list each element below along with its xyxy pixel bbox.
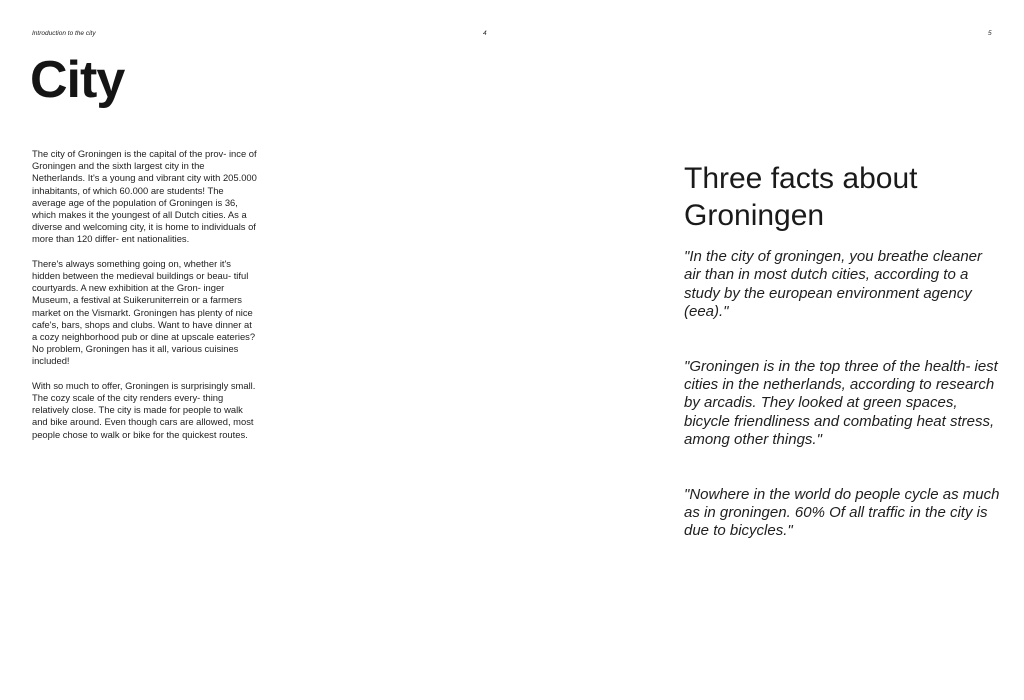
paragraph-activities: There's always something going on, whether it's hidden between the medieval buildings or beau- tiful courtyards. A new exhibition at the Gron- inger Museum, a festival at Suikeruniterrein or a farmers market on the Vismarkt. Groningen has plenty of nice cafe's, bars, shops and clubs. Want to have dinner at a cozy neighborhood pub or dine at upscale eateries? No problem, Groningen has it all, various cuisines included!: [32, 257, 256, 367]
paragraph-scale: With so much to offer, Groningen is surprisingly small. The cozy scale of the city renders every- thing relatively close. The city is made for people to walk and bike around. Even though cars are allowed, most people chose to walk or bike for the quickest routes.: [32, 379, 256, 440]
fact-quote-cycling: "Nowhere in the world do people cycle as much as in groningen. 60% Of all traffic in the city is due to bicycles.": [684, 485, 1000, 540]
fact-quote-air: "In the city of groningen, you breathe cleaner air than in most dutch cities, according to a study by the european environment agency (eea).": [684, 248, 983, 321]
page-title: City: [30, 51, 125, 109]
paragraph-intro: The city of Groningen is the capital of the prov- ince of Groningen and the sixth largest city in the Netherlands. It's a young and vibrant city with 205.000 inhabitants, of which 60.000 are students! The average age of the population of Groningen is 36, which makes it the youngest of all Dutch cities. As a diverse and welcoming city, it is home to individuals of more than 120 differ- ent nationalities.: [32, 148, 257, 245]
fact-quote-health: "Groningen is in the top three of the health- iest cities in the netherlands, according to research by arcadis. They looked at green spaces, bicycle friendliness and combating heat stress, among other things.": [684, 357, 998, 449]
page-number-right: 5: [988, 30, 992, 37]
facts-heading: Three facts about Groningen: [684, 162, 918, 232]
right-page: [512, 0, 1024, 700]
page-number-left: 4: [483, 30, 487, 37]
facts-section: [684, 160, 1000, 577]
running-head: Introduction to the city: [32, 30, 96, 37]
body-text: [32, 148, 258, 453]
